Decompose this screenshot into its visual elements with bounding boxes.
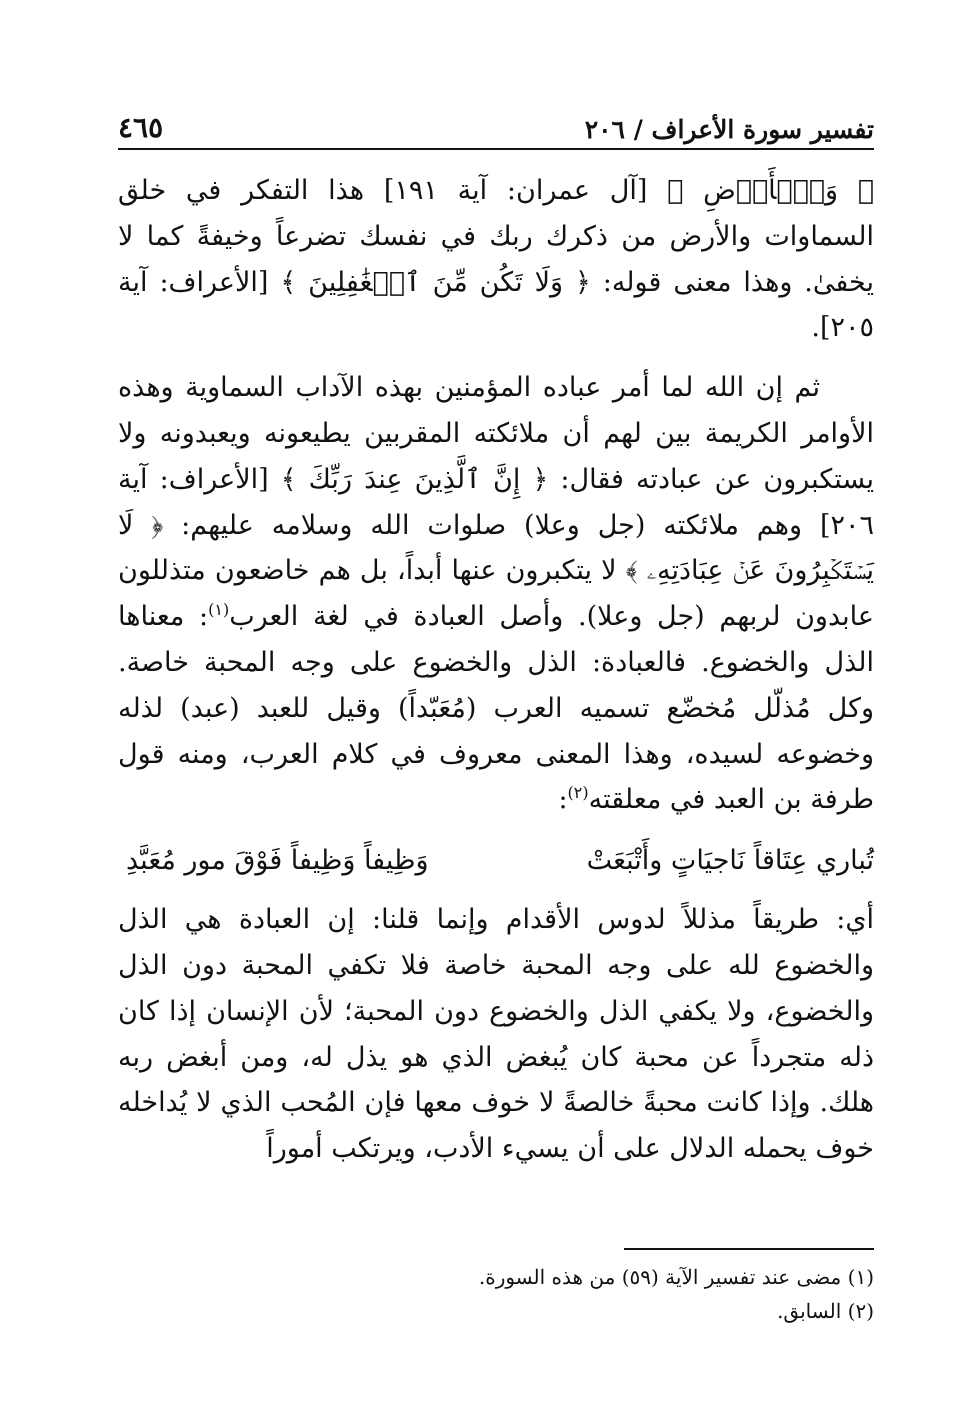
verse-hemistich-2: وَظِيفاً وَظِيفاً فَوْقَ مور مُعَبَّدِ [126,845,429,877]
page-header [118,96,874,150]
running-title: تفسير سورة الأعراف / ٢٠٦ [584,115,874,144]
footnote-2: (٢) السابق. [777,1299,874,1323]
paragraph-2-continuation: : معناها الذل والخضوع. فالعبادة: الذل والخضوع على وجه المحبة خاصة. وكل مُذلّل مُخضّع تسميه العرب (مُعَبّداً) وقيل للعبد (عبد) لذله وخضوعه لسيده، وهذا المعنى معروف في كلام العرب، ومنه قول طرفة بن العبد في معلقته [118,601,874,816]
page-number: ٤٦٥ [118,111,164,144]
paragraph-3: أي: طريقاً مذللاً لدوس الأقدام وإنما قلنا: إن العبادة هي الذل والخضوع لله على وجه المحبة خاصة فلا تكفي المحبة دون الذل والخضوع، ولا يكفي الذل والخضوع دون المحبة؛ لأن الإنسان إذا كان ذله متجرداً عن محبة كان يُبغض الذي هو يذل له، ومن أبغض ربه هلك. وإذا كانت محبةً خالصةً لا خوف معها فإن المُحب الذي لا يُداخله خوف يحمله الدلال على أن يسيء الأدب، ويرتكب أموراً [118,904,874,1165]
footnote-ref-2[interactable]: (٢) [567,783,589,803]
paragraph-2 [118,365,874,823]
footnote-divider [624,1248,874,1250]
paragraph-2-text: ثم إن الله لما أمر عباده المؤمنين بهذه الآداب السماوية وهذه الأوامر الكريمة بين لهم أن ملائكته المقربين يطيعونه ويعبدونه ولا يستكبرون عن عبادته فقال: ﴿ إِنَّ ٱلَّذِينَ عِندَ رَبِّكَ ﴾ [الأعراف: آية ٢٠٦] وهم ملائكته (جل وعلا) صلوات الله وسلامه عليهم: ﴿ لَا يَسۡتَكۡبِرُونَ عَنۡ عِبَادَتِهِۦ ﴾ لا يتكبرون عنها أبداً، بل هم خاضعون متذللون عابدون لربهم (جل وعلا). وأصل العبادة في لغة العرب [118,372,874,633]
footnote-1: (١) مضى عند تفسير الآية (٥٩) من هذه السورة. [478,1265,874,1289]
verse-hemistich-1: تُباري عِتَاقاً نَاجيَاتٍ وأَتْبَعَتْ [586,845,874,877]
poetry-verse [118,835,874,887]
paragraph-2-end: : [558,784,568,816]
body-text [118,168,874,1172]
footnotes [118,1248,874,1328]
paragraph-1: ﴿ وَٱلۡأَرۡضِ ﴾ [آل عمران: آية ١٩١] هذا التفكر في خلق السماوات والأرض من ذكرك ربك في نفسك تضرعاً وخيفةً كما لا يخفىٰ. وهذا معنى قوله: ﴿ وَلَا تَكُن مِّنَ ٱلۡغَٰفِلِينَ ﴾ [الأعراف: آية ٢٠٥]. [118,175,874,344]
footnote-ref-1[interactable]: (١) [208,600,230,620]
